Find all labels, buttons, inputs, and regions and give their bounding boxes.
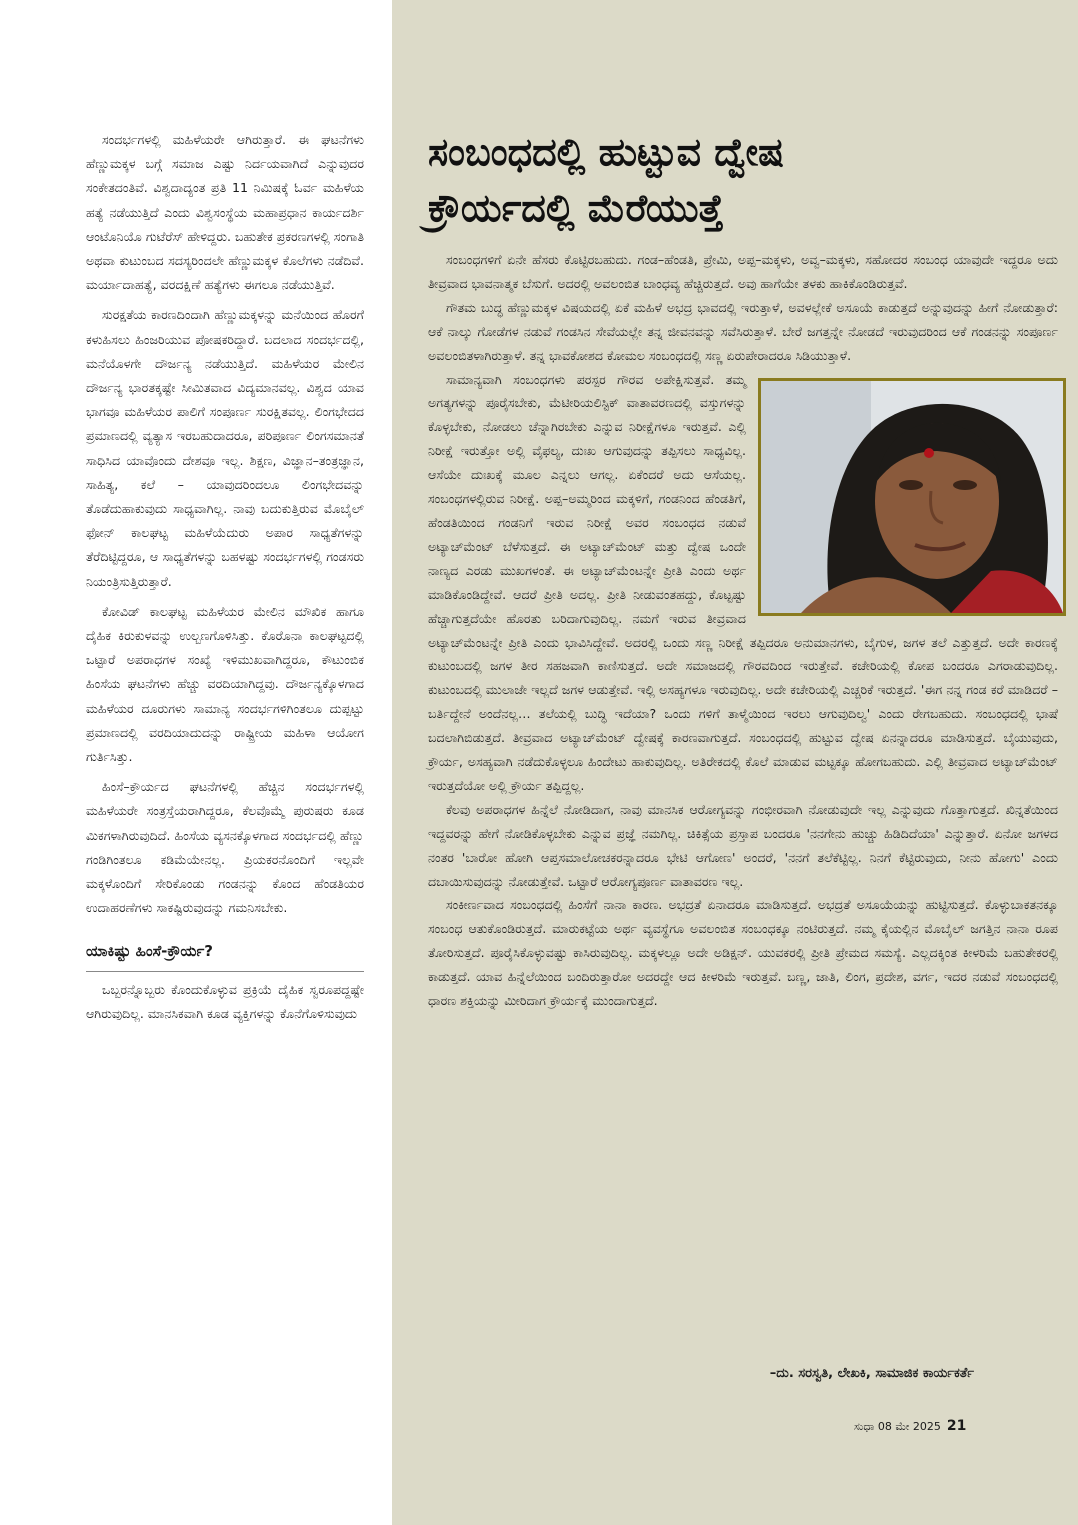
left-column-text (86, 128, 364, 1032)
article-title (428, 124, 1048, 236)
subheading-divider (86, 971, 364, 972)
left-paragraph: ಸಂದರ್ಭಗಳಲ್ಲಿ ಮಹಿಳೆಯರೇ ಆಗಿರುತ್ತಾರೆ. ಈ ಘಟನೆಗಳು ಹೆಣ್ಣುಮಕ್ಕಳ ಬಗ್ಗೆ ಸಮಾಜ ಎಷ್ಟು ನಿರ್ದಯವಾಗಿದೆ ಎನ್ನುವುದರ ಸಂಕೇತದಂತಿವೆ. ವಿಶ್ವದಾದ್ಯಂತ ಪ್ರತಿ 11 ನಿಮಿಷಕ್ಕೆ ಓರ್ವ ಮಹಿಳೆಯ ಹತ್ಯೆ ನಡೆಯುತ್ತಿದೆ ಎಂದು ವಿಶ್ವಸಂಸ್ಥೆಯ ಮಹಾಪ್ರಧಾನ ಕಾರ್ಯದರ್ಶಿ ಆಂಟೊನಿಯೊ ಗುಟೆರೆಸ್ ಹೇಳಿದ್ದರು. ಬಹುತೇಕ ಪ್ರಕರಣಗಳಲ್ಲಿ ಸಂಗಾತಿ ಅಥವಾ ಕುಟುಂಬದ ಸದಸ್ಯರಿಂದಲೇ ಹೆಣ್ಣುಮಕ್ಕಳ ಕೊಲೆಗಳು ನಡೆದಿವೆ. ಮರ್ಯಾದಾಹತ್ಯೆ, ವರದಕ್ಷಿಣೆ ಹತ್ಯೆಗಳು ಈಗಲೂ ನಡೆಯುತ್ತಿವೆ. (86, 132, 365, 293)
page-footer (854, 1418, 966, 1434)
article-paragraph: ಸಾಮಾನ್ಯವಾಗಿ ಸಂಬಂಧಗಳು ಪರಸ್ಪರ ಗೌರವ ಅಪೇಕ್ಷಿಸುತ್ತವೆ. ತಮ್ಮ ಅಗತ್ಯಗಳನ್ನು ಪೂರೈಸಬೇಕು, ಮೆಟೀರಿಯಲಿಸ್ಟಿಕ್ ವಾತಾವರಣದಲ್ಲಿ ವಸ್ತುಗಳನ್ನು ಕೊಳ್ಳಬೇಕು, ನೋಡಲು ಚೆನ್ನಾಗಿರಬೇಕು ಎನ್ನುವ ನಿರೀಕ್ಷೆಗಳೂ ಇರುತ್ತವೆ. ಎಲ್ಲಿ ನಿರೀಕ್ಷೆ ಇರುತ್ತೋ ಅಲ್ಲಿ ವೈಫಲ್ಯ, ದುಃಖ ಆಗುವುದನ್ನು ತಪ್ಪಿಸಲು ಸಾಧ್ಯವಿಲ್ಲ. ಆಸೆಯೇ ದುಃಖಕ್ಕೆ ಮೂಲ ಎನ್ನಲು ಆಗಲ್ಲ. ಏಕೆಂದರೆ ಅದು ಆಸೆಯಲ್ಲ. ಸಂಬಂಧಗಳಲ್ಲಿರುವ ನಿರೀಕ್ಷೆ. ಅಪ್ಪ–ಅಮ್ಮರಿಂದ ಮಕ್ಕಳಿಗೆ, ಗಂಡನಿಂದ ಹೆಂಡತಿಗೆ, ಹೆಂಡತಿಯಿಂದ ಗಂಡನಿಗೆ ಇರುವ ನಿರೀಕ್ಷೆ ಅವರ ಸಂಬಂಧದ ನಡುವೆ ಅಟ್ಯಾಚ್‌ಮೆಂಟ್ ಬೆಳೆಸುತ್ತದೆ. ಈ ಅಟ್ಯಾಚ್‌ಮೆಂಟ್ ಮತ್ತು ದ್ವೇಷ ಒಂದೇ ನಾಣ್ಯದ ಎರಡು ಮುಖಗಳಂತೆ. ಈ ಅಟ್ಯಾಚ್‌ಮೆಂಟನ್ನೇ ಪ್ರೀತಿ ಎಂದು ಅರ್ಥ ಮಾಡಿಕೊಂಡಿದ್ದೇವೆ. ಆದರೆ ಪ್ರೀತಿ ಅದಲ್ಲ. ಪ್ರೀತಿ ನೀಡುವಂತಹದ್ದು, ಕೊಟ್ಟಷ್ಟು ಹೆಚ್ಚಾಗುತ್ತದೆಯೇ ಹೊರತು ಬರಿದಾಗುವುದಿಲ್ಲ. ನಮಗೆ ಇರುವ ತೀವ್ರವಾದ ಅಟ್ಯಾಚ್‌ಮೆಂಟನ್ನೇ ಪ್ರೀತಿ ಎಂದು ಭಾವಿಸಿದ್ದೇವೆ. ಅದರಲ್ಲಿ ಒಂದು ಸಣ್ಣ ನಿರೀಕ್ಷೆ ತಪ್ಪಿದರೂ ಅನುಮಾನಗಳು, ಬೈಗುಳ, ಜಗಳ ತಲೆ ಎತ್ತುತ್ತದೆ. ಅದೇ ಕಾರಣಕ್ಕೆ ಕುಟುಂಬದಲ್ಲಿ ಜಗಳ ತೀರ ಸಹಜವಾಗಿ ಕಾಣಿಸುತ್ತದೆ. ಅದೇ ಸಮಾಜದಲ್ಲಿ ಗೌರವದಿಂದ ಇರುತ್ತೇವೆ. ಕಚೇರಿಯಲ್ಲಿ ಕೋಪ ಬಂದರೂ ಎಗರಾಡುವುದಿಲ್ಲ. ಕುಟುಂಬದಲ್ಲಿ ಮುಲಾಜೇ ಇಲ್ಲದೆ ಜಗಳ ಆಡುತ್ತೇವೆ. ಇಲ್ಲಿ ಅಸಹ್ಯಗಳೂ ಇರುವುದಿಲ್ಲ. ಅದೇ ಕಚೇರಿಯಲ್ಲಿ ಎಚ್ಚರಿಕೆ ಇರುತ್ತದೆ. 'ಈಗ ನನ್ನ ಗಂಡ ಕರೆ ಮಾಡಿದರೆ – ಬರ್ತಿದ್ದೇನೆ ಅಂದೆನಲ್ಲ… ತಲೆಯಲ್ಲಿ ಬುದ್ಧಿ ಇದೆಯಾ? ಒಂದು ಗಳಿಗೆ ತಾಳ್ಮೆಯಿಂದ ಇರಲು ಆಗುವುದಿಲ್ವ' ಎಂದು ರೇಗಬಹುದು. ಸಂಬಂಧದಲ್ಲಿ ಭಾಷೆ ಬದಲಾಗಿಬಿಡುತ್ತದೆ. ತೀವ್ರವಾದ ಅಟ್ಯಾಚ್‌ಮೆಂಟ್ ದ್ವೇಷಕ್ಕೆ ಕಾರಣವಾಗುತ್ತದೆ. ಸಂಬಂಧದಲ್ಲಿ ಹುಟ್ಟುವ ದ್ವೇಷ ಏನನ್ನಾದರೂ ಮಾಡಿಸುತ್ತದೆ. ಬೈಯುವುದು, ಕ್ರೌರ್ಯ, ಅಸಹ್ಯವಾಗಿ ನಡೆದುಕೊಳ್ಳಲೂ ಹಿಂದೇಟು ಹಾಕುವುದಿಲ್ಲ. ಅತಿರೇಕದಲ್ಲಿ ಕೊಲೆ ಮಾಡುವ ಮಟ್ಟಕ್ಕೂ ಹೋಗಬಹುದು. ಎಲ್ಲಿ ತೀವ್ರವಾದ ಅಟ್ಯಾಚ್‌ಮೆಂಟ್ ಇರುತ್ತದೆಯೋ ಅಲ್ಲಿ ಕ್ರೌರ್ಯ ತಪ್ಪಿದ್ದಲ್ಲ. (428, 368, 1058, 798)
author-byline: –ದು. ಸರಸ್ವತಿ, ಲೇಖಕಿ, ಸಾಮಾಜಿಕ ಕಾರ್ಯಕರ್ತೆ (769, 1366, 974, 1381)
section-subheading: ಯಾಕಿಷ್ಟು ಹಿಂಸೆ-ಕ್ರೌರ್ಯ? (86, 941, 213, 960)
article-paragraph: ಗೌತಮ ಬುದ್ಧ ಹೆಣ್ಣುಮಕ್ಕಳ ವಿಷಯದಲ್ಲಿ ಏಕೆ ಮಹಿಳೆ ಅಭದ್ರ ಭಾವದಲ್ಲಿ ಇರುತ್ತಾಳೆ, ಅವಳಲ್ಲೇಕೆ ಅಸೂಯೆ ಕಾಡುತ್ತದೆ ಅನ್ನುವುದನ್ನು ಹೀಗೆ ನೋಡುತ್ತಾರೆ: ಆಕೆ ನಾಲ್ಕು ಗೋಡೆಗಳ ನಡುವೆ ಗಂಡಸಿನ ಸೇವೆಯಲ್ಲೇ ತನ್ನ ಜೀವನವನ್ನು ಸವೆಸಿರುತ್ತಾಳೆ. ಬೇರೆ ಜಗತ್ತನ್ನೇ ನೋಡದೆ ಇರುವುದರಿಂದ ಆಕೆ ಗಂಡನನ್ನು ಸಂಪೂರ್ಣ ಅವಲಂಬಿತಳಾಗಿರುತ್ತಾಳೆ. ತನ್ನ ಭಾವಕೋಶದ ಕೋಮಲ ಸಂಬಂಧದಲ್ಲಿ ಸಣ್ಣ ಏರುಪೇರಾದರೂ ಸಿಡಿಯುತ್ತಾಳೆ. (428, 299, 1058, 363)
left-paragraph: ಸುರಕ್ಷತೆಯ ಕಾರಣದಿಂದಾಗಿ ಹೆಣ್ಣುಮಕ್ಕಳನ್ನು ಮನೆಯಿಂದ ಹೊರಗೆ ಕಳುಹಿಸಲು ಹಿಂಜರಿಯುವ ಪೋಷಕರಿದ್ದಾರೆ. ಬದಲಾದ ಸಂದರ್ಭದಲ್ಲಿ, ಮನೆಯೊಳಗೇ ದೌರ್ಜನ್ಯ ನಡೆಯುತ್ತಿದೆ. ಮಹಿಳೆಯರ ಮೇಲಿನ ದೌರ್ಜನ್ಯ ಭಾರತಕ್ಕಷ್ಟೇ ಸೀಮಿತವಾದ ವಿದ್ಯಮಾನವಲ್ಲ. ವಿಶ್ವದ ಯಾವ ಭಾಗವೂ ಮಹಿಳೆಯರ ಪಾಲಿಗೆ ಸಂಪೂರ್ಣ ಸುರಕ್ಷಿತವಲ್ಲ. ಲಿಂಗಭೇದದ ಪ್ರಮಾಣದಲ್ಲಿ ವ್ಯತ್ಯಾಸ ಇರಬಹುದಾದರೂ, ಪರಿಪೂರ್ಣ ಲಿಂಗಸಮಾನತೆ ಸಾಧಿಸಿದ ಯಾವೊಂದು ದೇಶವೂ ಇಲ್ಲ. ಶಿಕ್ಷಣ, ವಿಜ್ಞಾನ–ತಂತ್ರಜ್ಞಾನ, ಸಾಹಿತ್ಯ, ಕಲೆ – ಯಾವುದರಿಂದಲೂ ಲಿಂಗಭೇದವನ್ನು ತೊಡೆದುಹಾಕುವುದು ಸಾಧ್ಯವಾಗಿಲ್ಲ. ನಾವು ಬದುಕುತ್ತಿರುವ ಮೊಬೈಲ್ ಫೋನ್ ಕಾಲಘಟ್ಟ ಮಹಿಳೆಯೆದುರು ಅಪಾರ ಸಾಧ್ಯತೆಗಳನ್ನು ತೆರೆದಿಟ್ಟಿದ್ದರೂ, ಆ ಸಾಧ್ಯತೆಗಳನ್ನು ಬಹಳಷ್ಟು ಸಂದರ್ಭಗಳಲ್ಲಿ ಗಂಡಸರು ನಿಯಂತ್ರಿಸುತ್ತಿರುತ್ತಾರೆ. (86, 307, 364, 589)
article-body (428, 248, 1058, 1013)
article-paragraph: ಸಂಬಂಧಗಳಿಗೆ ಏನೇ ಹೆಸರು ಕೊಟ್ಟಿರಬಹುದು. ಗಂಡ–ಹೆಂಡತಿ, ಪ್ರೇಮಿ, ಅಪ್ಪ–ಮಕ್ಕಳು, ಅವ್ವ–ಮಕ್ಕಳು, ಸಹೋದರ ಸಂಬಂಧ ಯಾವುದೇ ಇದ್ದರೂ ಅದು ತೀವ್ರವಾದ ಭಾವನಾತ್ಮಕ ಬೆಸುಗೆ. ಅದರಲ್ಲಿ ಅವಲಂಬಿತ ಬಾಂಧವ್ಯ ಹೆಚ್ಚಿರುತ್ತದೆ. ಅವು ಹಾಗೆಯೇ ತಳಕು ಹಾಕಿಕೊಂಡಿರುತ್ತವೆ. (428, 252, 1058, 291)
left-paragraph: ಹಿಂಸೆ–ಕ್ರೌರ್ಯದ ಘಟನೆಗಳಲ್ಲಿ ಹೆಚ್ಚಿನ ಸಂದರ್ಭಗಳಲ್ಲಿ ಮಹಿಳೆಯರೇ ಸಂತ್ರಸ್ತೆಯರಾಗಿದ್ದರೂ, ಕೆಲವೊಮ್ಮೆ ಪುರುಷರು ಕೂಡ ಮಿಕಗಳಾಗಿರುವುದಿದೆ. ಹಿಂಸೆಯ ವ್ಯಸನಕ್ಕೊಳಗಾದ ಸಂದರ್ಭದಲ್ಲಿ ಹೆಣ್ಣು ಗಂಡಿಗಿಂತಲೂ ಕಡಿಮೆಯೇನಲ್ಲ. ಪ್ರಿಯಕರನೊಂದಿಗೆ ಇಲ್ಲವೇ ಮಕ್ಕಳೊಂದಿಗೆ ಸೇರಿಕೊಂಡು ಗಂಡನನ್ನು ಕೊಂದ ಹೆಂಡತಿಯರ ಉದಾಹರಣೆಗಳು ಸಾಕಷ್ಟಿರುವುದನ್ನು ಗಮನಿಸಬೇಕು. (86, 779, 364, 916)
author-photo (758, 378, 1066, 616)
issue-label: ಸುಧಾ 08 ಮೇ 2025 (854, 1420, 941, 1433)
left-paragraph: ಕೋವಿಡ್ ಕಾಲಘಟ್ಟ ಮಹಿಳೆಯರ ಮೇಲಿನ ಮೌಖಿಕ ಹಾಗೂ ದೈಹಿಕ ಕಿರುಕುಳವನ್ನು ಉಲ್ಬಣಗೊಳಿಸಿತ್ತು. ಕೊರೊನಾ ಕಾಲಘಟ್ಟದಲ್ಲಿ ಒಟ್ಟಾರೆ ಅಪರಾಧಗಳ ಸಂಖ್ಯೆ ಇಳಿಮುಖವಾಗಿದ್ದರೂ, ಕೌಟುಂಬಿಕ ಹಿಂಸೆಯ ಘಟನೆಗಳು ಹೆಚ್ಚು ವರದಿಯಾಗಿದ್ದವು. ದೌರ್ಜನ್ಯಕ್ಕೊಳಗಾದ ಮಹಿಳೆಯರ ದೂರುಗಳು ಸಾಮಾನ್ಯ ಸಂದರ್ಭಗಳಿಗಿಂತಲೂ ದುಪ್ಪಟ್ಟು ಪ್ರಮಾಣದಲ್ಲಿ ವರದಿಯಾದುದನ್ನು ರಾಷ್ಟ್ರೀಯ ಮಹಿಳಾ ಆಯೋಗ ಗುರ್ತಿಸಿತ್ತು. (86, 603, 364, 765)
article-paragraph: ಸಂಕೀರ್ಣವಾದ ಸಂಬಂಧದಲ್ಲಿ ಹಿಂಸೆಗೆ ನಾನಾ ಕಾರಣ. ಅಭದ್ರತೆ ಏನಾದರೂ ಮಾಡಿಸುತ್ತದೆ. ಅಭದ್ರತೆ ಅಸೂಯೆಯನ್ನು ಹುಟ್ಟಿಸುತ್ತದೆ. ಕೊಳ್ಳುಬಾಕತನಕ್ಕೂ ಸಂಬಂಧ ಆತುಕೊಂಡಿರುತ್ತದೆ. ಮಾರುಕಟ್ಟೆಯ ಅರ್ಥ ವ್ಯವಸ್ಥೆಗೂ ಅವಲಂಬಿತ ಸಂಬಂಧಕ್ಕೂ ನಂಟಿರುತ್ತದೆ. ನಮ್ಮ ಕೈಯಲ್ಲಿನ ಮೊಬೈಲ್ ಜಗತ್ತಿನ ನಾನಾ ರೂಪ ತೋರಿಸುತ್ತದೆ. ಪೂರೈಸಿಕೊಳ್ಳುವಷ್ಟು ಕಾಸಿರುವುದಿಲ್ಲ. ಮಕ್ಕಳಲ್ಲೂ ಅದೇ ಅಡಿಕ್ಷನ್. ಯುವಕರಲ್ಲಿ ಪ್ರೀತಿ ಪ್ರೇಮದ ಸಮಸ್ಯೆ. ಎಲ್ಲದಕ್ಕಿಂತ ಕೀಳರಿಮೆ ಬಹುತೇಕರಲ್ಲಿ ಕಾಡುತ್ತದೆ. ಯಾವ ಹಿನ್ನೆಲೆಯಿಂದ ಬಂದಿರುತ್ತಾರೋ ಅದರದ್ದೇ ಆದ ಕೀಳರಿಮೆ ಇರುತ್ತವೆ. ಬಣ್ಣ, ಜಾತಿ, ಲಿಂಗ, ಪ್ರದೇಶ, ವರ್ಗ, ಇದರ ನಡುವೆ ಸಂಬಂಧದಲ್ಲಿ ಧಾರಣ ಶಕ್ತಿಯನ್ನು ಮೀರಿದಾಗ ಕ್ರೌರ್ಯಕ್ಕೆ ಮುಂದಾಗುತ್ತದೆ. (428, 897, 1058, 1009)
title-line-1: ಸಂಬಂಧದಲ್ಲಿ ಹುಟ್ಟುವ ದ್ವೇಷ (428, 130, 784, 174)
article-paragraph: ಕೆಲವು ಅಪರಾಧಗಳ ಹಿನ್ನೆಲೆ ನೋಡಿದಾಗ, ನಾವು ಮಾನಸಿಕ ಆರೋಗ್ಯವನ್ನು ಗಂಭೀರವಾಗಿ ನೋಡುವುದೇ ಇಲ್ಲ ಎನ್ನುವುದು ಗೊತ್ತಾಗುತ್ತದೆ. ಖಿನ್ನತೆಯಿಂದ ಇದ್ದವರನ್ನು ಹೇಗೆ ನೋಡಿಕೊಳ್ಳಬೇಕು ಎನ್ನುವ ಪ್ರಜ್ಞೆ ನಮಗಿಲ್ಲ. ಚಿಕಿತ್ಸೆಯ ಪ್ರಸ್ತಾಪ ಬಂದರೂ 'ನನಗೇನು ಹುಚ್ಚು ಹಿಡಿದಿದೆಯಾ' ಎನ್ನುತ್ತಾರೆ. ಏನೋ ಜಗಳದ ನಂತರ 'ಬಾರೋ ಹೋಗಿ ಆಪ್ತಸಮಾಲೋಚಕರನ್ನಾದರೂ ಭೇಟಿ ಆಗೋಣ' ಅಂದರೆ, 'ನನಗೆ ತಲೆಕೆಟ್ಟಿಲ್ಲ. ನಿನಗೆ ಕೆಟ್ಟಿರುವುದು, ನೀನು ಹೋಗು' ಎಂದು ದಬಾಯಿಸುವುದನ್ನು ನೋಡುತ್ತೇವೆ. ಒಟ್ಟಾರೆ ಆರೋಗ್ಯಪೂರ್ಣ ವಾತಾವರಣ ಇಲ್ಲ. (428, 801, 1058, 889)
author-portrait-illustration (761, 381, 1063, 613)
left-paragraph: ಒಬ್ಬರನ್ನೊಬ್ಬರು ಕೊಂದುಕೊಳ್ಳುವ ಪ್ರಕ್ರಿಯೆ ದೈಹಿಕ ಸ್ವರೂಪದ್ದಷ್ಟೇ ಆಗಿರುವುದಿಲ್ಲ. ಮಾನಸಿಕವಾಗಿ ಕೂಡ ವ್ಯಕ್ತಿಗಳನ್ನು ಕೊನೆಗೊಳಿಸುವುದು (86, 981, 364, 1021)
title-line-2: ಕ್ರೌರ್ಯದಲ್ಲಿ ಮೆರೆಯುತ್ತೆ (428, 186, 724, 230)
page-number: 21 (946, 1418, 967, 1434)
